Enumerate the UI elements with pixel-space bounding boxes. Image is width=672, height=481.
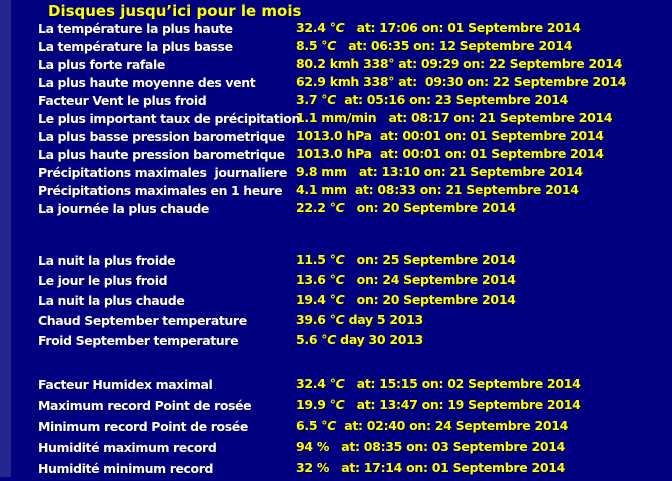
record-row-rain-hourly-max bbox=[0, 182, 672, 200]
record-value: 32.4 °C at: 15:15 on: 02 Septembre 2014 bbox=[296, 376, 581, 391]
record-label: Précipitations maximales journaliere bbox=[38, 165, 288, 180]
record-label: La plus haute moyenne des vent bbox=[38, 75, 256, 90]
record-row-humidity-min bbox=[0, 460, 672, 481]
record-value: 1013.0 hPa at: 00:01 on: 01 Septembre 2014 bbox=[296, 146, 604, 161]
record-value: 11.5 °C on: 25 Septembre 2014 bbox=[296, 252, 516, 267]
record-row-rain-daily-max bbox=[0, 164, 672, 182]
record-label: Facteur Vent le plus froid bbox=[38, 93, 207, 108]
record-row-temp-min bbox=[0, 38, 672, 56]
record-value: 8.5 °C at: 06:35 on: 12 Septembre 2014 bbox=[296, 38, 573, 53]
record-label: La plus haute pression barometrique bbox=[38, 147, 285, 162]
record-value: 22.2 °C on: 20 Septembre 2014 bbox=[296, 200, 516, 215]
record-value: 19.9 °C at: 13:47 on: 19 Septembre 2014 bbox=[296, 397, 581, 412]
record-row-warmest-night bbox=[0, 292, 672, 312]
record-row-dewpoint-min bbox=[0, 418, 672, 439]
record-label: Humidité maximum record bbox=[38, 440, 217, 455]
record-row-avg-wind-max bbox=[0, 74, 672, 92]
record-value: 62.9 kmh 338° at: 09:30 on: 22 Septembre 2014 bbox=[296, 74, 627, 89]
record-label: Minimum record Point de rosée bbox=[38, 419, 248, 434]
record-row-humidex-max bbox=[0, 376, 672, 397]
record-value: 80.2 kmh 338° at: 09:29 on: 22 Septembre 2014 bbox=[296, 56, 623, 71]
record-row-warmest-day bbox=[0, 200, 672, 218]
record-row-coldest-september bbox=[0, 332, 672, 352]
record-value: 13.6 °C on: 24 Septembre 2014 bbox=[296, 272, 516, 287]
record-value: 1.1 mm/min at: 08:17 on: 21 Septembre 2014 bbox=[296, 110, 613, 125]
record-label: Facteur Humidex maximal bbox=[38, 377, 213, 392]
record-label: Chaud September temperature bbox=[38, 313, 247, 328]
record-label: La température la plus basse bbox=[38, 39, 233, 54]
record-label: Le jour le plus froid bbox=[38, 273, 168, 288]
records-section-main bbox=[0, 20, 672, 218]
record-label: La température la plus haute bbox=[38, 21, 233, 36]
record-value: 39.6 °C day 5 2013 bbox=[296, 312, 423, 327]
record-value: 94 % at: 08:35 on: 03 Septembre 2014 bbox=[296, 439, 566, 454]
record-row-dewpoint-max bbox=[0, 397, 672, 418]
record-row-temp-max bbox=[0, 20, 672, 38]
record-row-pressure-min bbox=[0, 128, 672, 146]
record-row-windchill-min bbox=[0, 92, 672, 110]
page-title: Disques jusqu’ici pour le mois bbox=[48, 2, 302, 20]
record-value: 9.8 mm at: 13:10 on: 21 Septembre 2014 bbox=[296, 164, 583, 179]
record-row-gust-max bbox=[0, 56, 672, 74]
record-label: La plus forte rafale bbox=[38, 57, 165, 72]
record-label: Précipitations maximales en 1 heure bbox=[38, 183, 283, 198]
record-label: Froid September temperature bbox=[38, 333, 239, 348]
record-label: Maximum record Point de rosée bbox=[38, 398, 252, 413]
records-section-humidity bbox=[0, 376, 672, 481]
record-row-humidity-max bbox=[0, 439, 672, 460]
record-value: 6.5 °C at: 02:40 on: 24 Septembre 2014 bbox=[296, 418, 569, 433]
record-label: Humidité minimum record bbox=[38, 461, 214, 476]
records-section-days bbox=[0, 252, 672, 352]
record-label: La nuit la plus chaude bbox=[38, 293, 185, 308]
record-value: 32 % at: 17:14 on: 01 Septembre 2014 bbox=[296, 460, 566, 475]
record-value: 5.6 °C day 30 2013 bbox=[296, 332, 423, 347]
record-label: La plus basse pression barometrique bbox=[38, 129, 285, 144]
record-row-pressure-max bbox=[0, 146, 672, 164]
record-row-rain-rate-max bbox=[0, 110, 672, 128]
record-value: 19.4 °C on: 20 Septembre 2014 bbox=[296, 292, 516, 307]
record-row-coldest-night bbox=[0, 252, 672, 272]
record-row-coldest-day bbox=[0, 272, 672, 292]
record-value: 32.4 °C at: 17:06 on: 01 Septembre 2014 bbox=[296, 20, 581, 35]
record-value: 3.7 °C at: 05:16 on: 23 Septembre 2014 bbox=[296, 92, 569, 107]
record-label: La journée la plus chaude bbox=[38, 201, 209, 216]
record-label: Le plus important taux de précipitation bbox=[38, 111, 300, 126]
record-value: 4.1 mm at: 08:33 on: 21 Septembre 2014 bbox=[296, 182, 579, 197]
record-row-hottest-september bbox=[0, 312, 672, 332]
record-value: 1013.0 hPa at: 00:01 on: 01 Septembre 2014 bbox=[296, 128, 604, 143]
record-label: La nuit la plus froide bbox=[38, 253, 176, 268]
